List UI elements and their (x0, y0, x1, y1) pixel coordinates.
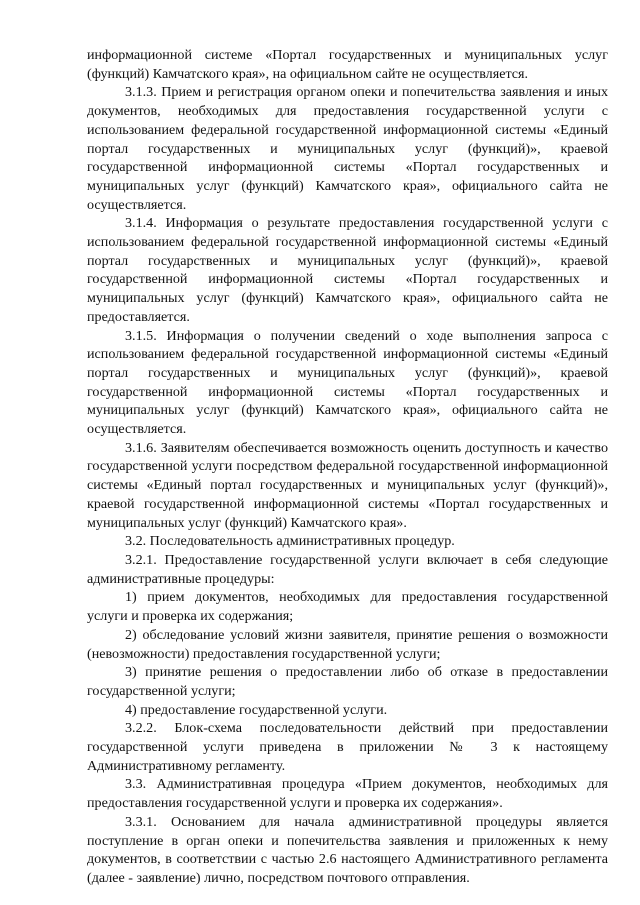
list-item-1: 1) прием документов, необходимых для предоставления государственной услуги и проверка их содержания; (87, 589, 608, 625)
paragraph-3-2-1: 3.2.1. Предоставление государственной услуги включает в себя следующие административные процедуры: (87, 551, 608, 587)
document-body (87, 46, 608, 888)
paragraph-3-2: 3.2. Последовательность административных процедур. (125, 533, 455, 550)
paragraph-3-3-1: 3.3.1. Основанием для начала административной процедуры является поступление в орган опеки и попечительства заявления и приложенных к нему документов, в соответствии с частью 2.6 настоящего Административного регламента (далее - заявление) лично, посредством почтового отправления. (87, 813, 608, 886)
list-item-4: 4) предоставление государственной услуги. (125, 701, 388, 718)
paragraph-continuation: информационной системе «Портал государственных и муниципальных услуг (функций) Камчатского края», на официальном сайте не осуществляется. (87, 47, 608, 82)
paragraph-3-3: 3.3. Административная процедура «Прием документов, необходимых для предоставления государственной услуги и проверка их содержания». (87, 776, 608, 812)
paragraph-3-1-6: 3.1.6. Заявителям обеспечивается возможность оценить доступность и качество государственной услуги посредством федеральной государственной информационной системы «Единый портал государственных и муниципальных услуг (функций)», краевой государственной информационной системы «Портал государственных и муниципальных услуг (функций) Камчатского края». (87, 439, 608, 531)
list-item-3: 3) принятие решения о предоставлении либо об отказе в предоставлении государственной услуги; (87, 664, 608, 699)
list-item-2: 2) обследование условий жизни заявителя, принятие решения о возможности (невозможности) предоставления государственной услуги; (87, 626, 608, 662)
paragraph-3-1-4: 3.1.4. Информация о результате предоставления государственной услуги с использованием федеральной государственной информационной системы «Единый портал государственных и муниципальных услуг (функций)», краевой государственной информационной системы «Портал государственных и муниципальных услуг (функций) Камчатского края», официального сайта не предоставляется. (87, 215, 608, 325)
paragraph-3-1-5: 3.1.5. Информация о получении сведений о ходе выполнения запроса с использованием федеральной государственной информационной системы «Единый портал государственных и муниципальных услуг (функций)», краевой государственной информационной системы «Портал государственных и муниципальных услуг (функций) Камчатского края», официального сайта не осуществляется. (87, 327, 608, 438)
paragraph-3-1-3: 3.1.3. Прием и регистрация органом опеки и попечительства заявления и иных документов, необходимых для предоставления государственной услуги с использованием федеральной государственной информационной системы «Единый портал государственных и муниципальных услуг (функций)», краевой государственной информационной системы «Портал государственных и муниципальных услуг (функций) Камчатского края», официального сайта не осуществляется. (87, 84, 608, 213)
paragraph-3-2-2: 3.2.2. Блок-схема последовательности действий при предоставлении государственной услуги приведена в приложении № 3 к настоящему Административному регламенту. (87, 720, 608, 774)
